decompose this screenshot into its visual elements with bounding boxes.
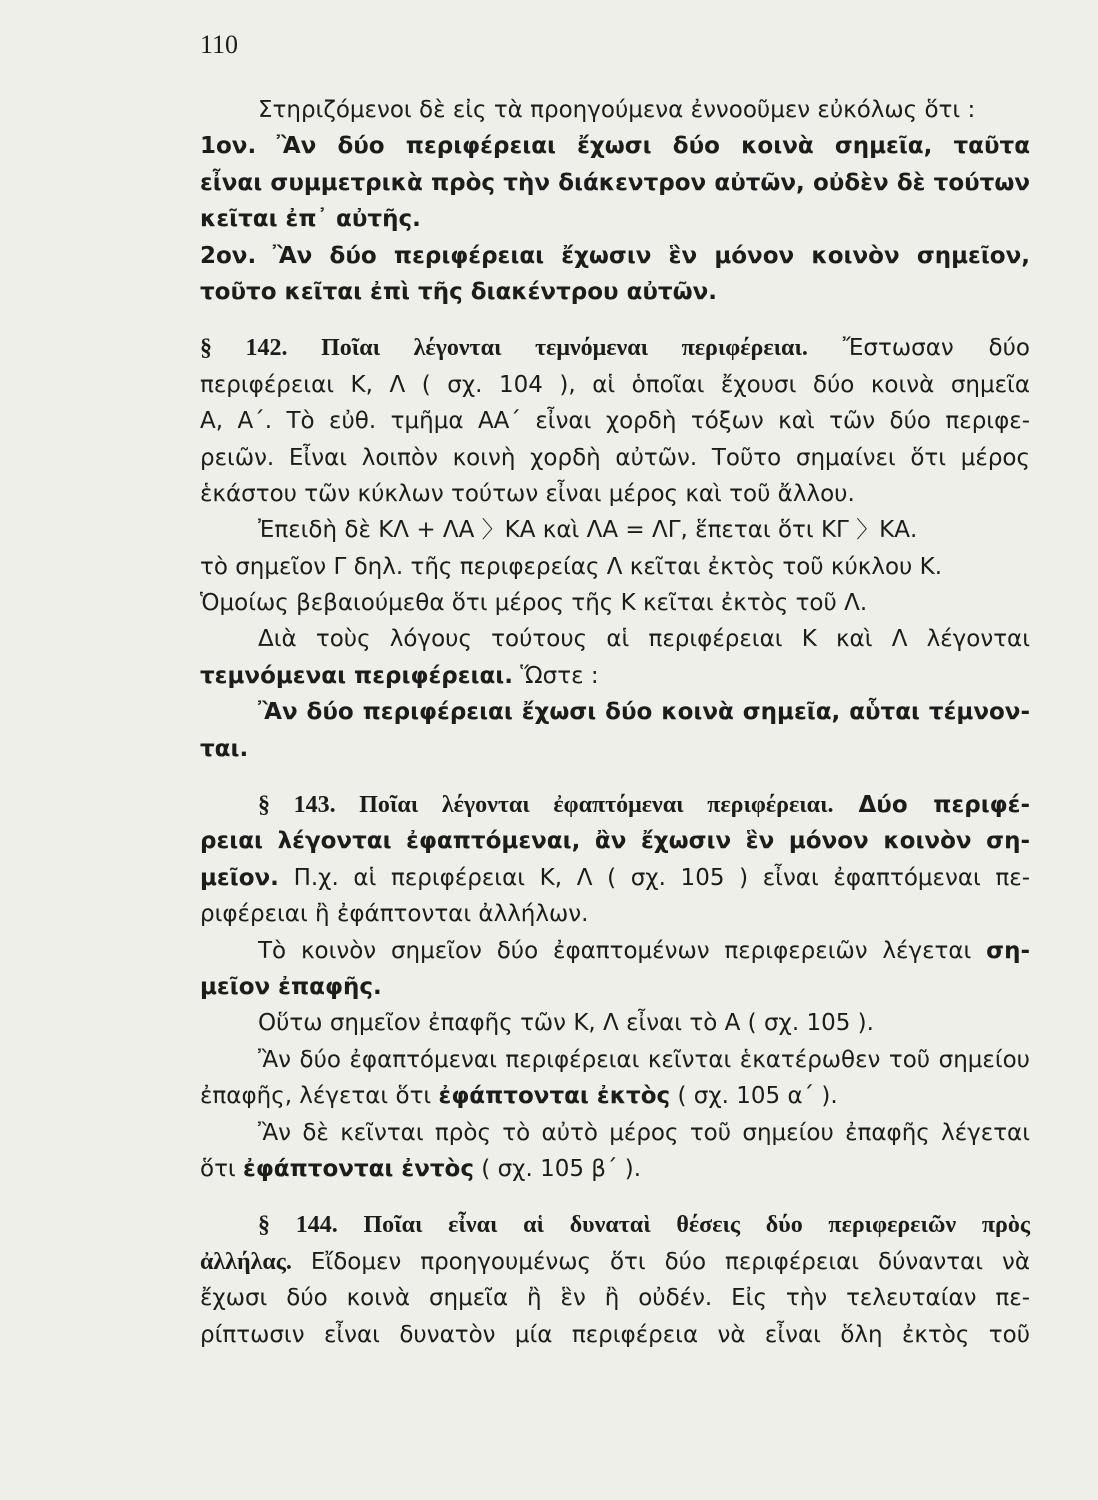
emphasis-text: Ἂν δύο περιφέρειαι ἔχωσι δύο κοινὰ σημεῖα, ταῦτα	[276, 133, 1030, 160]
text-line: μεῖον ἐπαφῆς.	[200, 973, 382, 1000]
section-143-heading-line	[200, 787, 1030, 823]
text-line: εἶναι συμμετρικὰ πρὸς τὴν διάκεντρον αὐτῶν, οὐδὲν δὲ τούτων	[200, 169, 1030, 196]
text-line: κεῖται ἐπ᾽ αὐτῆς.	[200, 206, 421, 233]
text-line	[200, 658, 1030, 694]
text-run: Εἴδομεν προηγουμένως ὅτι δύο περιφέρειαι δύνανται νὰ	[310, 1248, 1030, 1275]
text-run: Ὥστε :	[520, 662, 599, 689]
emphasis-text: Δύο περιφέ-	[858, 792, 1031, 819]
section-144-heading-line	[200, 1207, 1030, 1243]
text-line: Στηριζόμενοι δὲ εἰς τὰ προηγούμενα ἐννοοῦμεν εὐκόλως ὅτι :	[258, 97, 976, 123]
text-line	[200, 933, 1030, 969]
text-run: ἐπαφῆς, λέγεται ὅτι	[200, 1083, 432, 1110]
text-run: ὅτι	[200, 1155, 236, 1182]
text-line: Ἐπειδὴ δὲ ΚΛ + ΛΑ 〉ΚΑ καὶ ΛΑ = ΛΓ, ἕπεται ὅτι ΚΓ 〉ΚΑ.	[258, 517, 918, 544]
text-line: τοῦτο κεῖται ἐπὶ τῆς διακέντρου αὐτῶν.	[200, 278, 717, 305]
text-line	[200, 1078, 1030, 1114]
emphasis-text: τεμνόμεναι περιφέρειαι.	[200, 662, 513, 689]
list-number: 2ον.	[200, 242, 257, 269]
page-number: 110	[200, 30, 239, 59]
section-142-heading-line	[200, 330, 1030, 366]
text-run: Τὸ κοινὸν σημεῖον δύο ἐφαπτομένων περιφερειῶν λέγεται	[258, 937, 972, 964]
text-line	[200, 238, 1030, 274]
text-line: ρειῶν. Εἶναι λοιπὸν κοινὴ χορδὴ αὐτῶν. Τοῦτο σημαίνει ὅτι μέρος	[200, 444, 1030, 471]
emphasis-text: ἐφάπτονται ἐκτὸς	[438, 1083, 671, 1110]
text-line: τὸ σημεῖον Γ δηλ. τῆς περιφερείας Λ κεῖται ἐκτὸς τοῦ κύκλου Κ.	[200, 553, 943, 580]
emphasis-text: Ἂν δύο περιφέρειαι ἔχωσιν ἓν μόνον κοινὸν σημεῖον,	[272, 242, 1031, 269]
text-line: Ἂν δὲ κεῖνται πρὸς τὸ αὐτὸ μέρος τοῦ σημείου ἐπαφῆς λέγεται	[258, 1119, 1030, 1146]
list-number: 1ον.	[200, 133, 257, 160]
text-line	[200, 1151, 1030, 1187]
text-run: ( σχ. 105 β΄ ).	[481, 1155, 642, 1182]
text-line: Ἂν δύο περιφέρειαι ἔχωσι δύο κοινὰ σημεῖα, αὗται τέμνον-	[258, 699, 1030, 726]
text-line: περιφέρειαι Κ, Λ ( σχ. 104 ), αἱ ὁποῖαι ἔχουσι δύο κοινὰ σημεῖα	[200, 371, 1030, 398]
section-heading: § 144. Ποῖαι εἶναι αἱ δυναταὶ θέσεις δύο περιφερειῶν πρὸς	[258, 1212, 1030, 1239]
page-body	[200, 92, 1030, 1353]
text-line	[200, 860, 1030, 896]
text-run: Π.χ. αἱ περιφέρειαι Κ, Λ ( σχ. 105 ) εἶναι ἐφαπτόμεναι πε-	[293, 864, 1030, 891]
emphasis-text: ση-	[986, 937, 1030, 964]
text-run: ( σχ. 105 α΄ ).	[677, 1083, 838, 1110]
text-line	[200, 128, 1030, 164]
text-line: Διὰ τοὺς λόγους τούτους αἱ περιφέρειαι Κ καὶ Λ λέγονται	[258, 626, 1030, 653]
text-line: ἔχωσι δύο κοινὰ σημεῖα ἢ ἓν ἢ οὐδέν. Εἰς τὴν τελευταίαν πε-	[200, 1285, 1030, 1312]
section-heading: § 142. Ποῖαι λέγονται τεμνόμεναι περιφέρειαι.	[200, 335, 808, 362]
text-line: ται.	[200, 735, 249, 762]
text-line: Ὁμοίως βεβαιούμεθα ὅτι μέρος τῆς Κ κεῖται ἐκτὸς τοῦ Λ.	[200, 590, 868, 617]
text-line: ρίπτωσιν εἶναι δυνατὸν μία περιφέρεια νὰ εἶναι ὅλη ἐκτὸς τοῦ	[200, 1321, 1030, 1348]
section-heading: § 143. Ποῖαι λέγονται ἐφαπτόμεναι περιφέρειαι.	[258, 792, 834, 819]
text-line: Οὕτω σημεῖον ἐπαφῆς τῶν Κ, Λ εἶναι τὸ Α ( σχ. 105 ).	[258, 1010, 874, 1037]
emphasis-text: ἐφάπτονται ἐντὸς	[243, 1155, 474, 1182]
text-line: ριφέρειαι ἢ ἐφάπτονται ἀλλήλων.	[200, 901, 589, 928]
section-heading: ἀλλήλας.	[200, 1248, 292, 1275]
text-line: Α, Α΄. Τὸ εὐθ. τμῆμα ΑΑ΄ εἶναι χορδὴ τόξων καὶ τῶν δύο περιφε-	[200, 408, 1030, 435]
text-line: Ἂν δύο ἐφαπτόμεναι περιφέρειαι κεῖνται ἑκατέρωθεν τοῦ σημείου	[258, 1046, 1030, 1073]
emphasis-text: μεῖον.	[200, 864, 279, 891]
text-line: ρειαι λέγονται ἐφαπτόμεναι, ἂν ἔχωσιν ἓν μόνον κοινὸν ση-	[200, 828, 1030, 855]
text-run: Ἔστωσαν δύο	[842, 335, 1031, 362]
text-line: ἑκάστου τῶν κύκλων τούτων εἶναι μέρος καὶ τοῦ ἄλλου.	[200, 480, 855, 507]
text-line	[200, 1244, 1030, 1280]
